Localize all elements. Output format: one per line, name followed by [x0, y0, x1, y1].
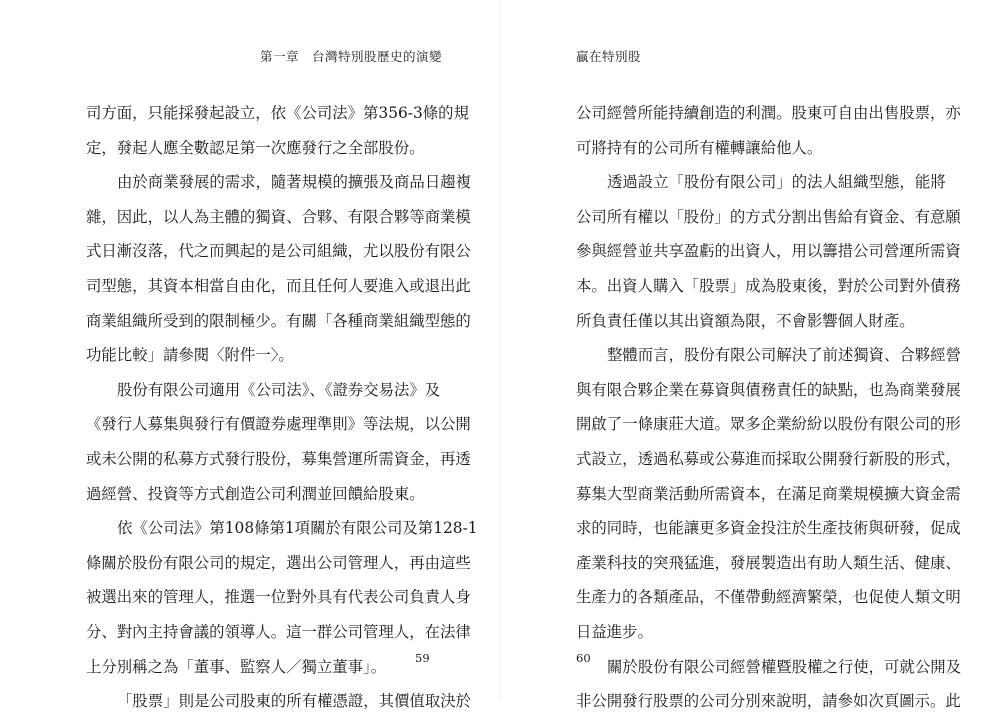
text-line: 本。出資人購入「股票」成為股東後，對於公司對外債務: [576, 276, 961, 295]
text-line: 商業組織所受到的限制極少。有關「各種商業組織型態的: [86, 311, 471, 330]
text-line: 生產力的各類產品，不僅帶動經濟繁榮，也促使人類文明: [576, 588, 961, 607]
text-line: 「股票」則是公司股東的所有權憑證，其價值取決於: [117, 692, 471, 711]
text-line: 開啟了一條康莊大道。眾多企業紛紛以股份有限公司的形: [576, 415, 961, 434]
text-line: 股份有限公司適用《公司法》、《證券交易法》及: [117, 380, 441, 399]
body-text: [86, 103, 478, 726]
text-line: 過經營、投資等方式創造公司利潤並回饋給股東。: [86, 484, 425, 503]
text-line: 整體而言，股份有限公司解決了前述獨資、合夥經營: [607, 346, 961, 365]
text-line: 分、對內主持會議的領導人。這一群公司管理人，在法律: [86, 622, 471, 641]
text-line: 式日漸沒落，代之而興起的是公司組織，尤以股份有限公: [86, 242, 471, 261]
text-line: 非公開發行股票的公司分別來說明，請參如次頁圖示。此: [576, 692, 961, 711]
text-line: 功能比較」請參閱〈附件一〉。: [86, 346, 294, 365]
text-line: 產業科技的突飛猛進，發展製造出有助人類生活、健康、: [576, 553, 961, 572]
left-page: [0, 0, 500, 711]
text-line: 定，發起人應全數認足第一次應發行之全部股份。: [86, 138, 425, 157]
text-line: 關於股份有限公司經營權暨股權之行使，可就公開及: [607, 657, 961, 676]
text-line: 司型態，其資本相當自由化，而且任何人要進入或退出此: [86, 276, 471, 295]
running-head-chapter: 第一章 台灣特別股歷史的演變: [259, 49, 442, 64]
text-line: 條關於股份有限公司的規定，選出公司管理人，再由這些: [86, 553, 471, 572]
text-line: 司方面，只能採發起設立，依《公司法》第356-3條的規: [86, 104, 469, 122]
text-line: 公司經營所能持續創造的利潤。股東可自由出售股票，亦: [576, 104, 961, 122]
text-line: 日益進步。: [576, 622, 653, 641]
text-line: 《發行人募集與發行有價證券處理準則》等法規，以公開: [86, 415, 471, 434]
text-line: 參與經營並共享盈虧的出資人，用以籌措公司營運所需資: [576, 242, 961, 261]
text-line: 所負責任僅以其出資額為限，不會影響個人財產。: [576, 311, 915, 330]
text-line: 與有限合夥企業在募資與債務責任的缺點，也為商業發展: [576, 380, 961, 399]
text-line: 式設立，透過私募或公募進而採取公開發行新股的形式，: [576, 449, 961, 468]
text-line: 被選出來的管理人，推選一位對外具有代表公司負責人身: [86, 588, 471, 607]
text-line: 可將持有的公司所有權轉讓給他人。: [576, 138, 823, 157]
text-line: 上分別稱之為「董事、監察人／獨立董事」。: [86, 657, 387, 676]
right-page: [500, 0, 1000, 711]
text-line: 由於商業發展的需求，隨著規模的擴張及商品日趨複: [117, 173, 471, 192]
text-line: 募集大型商業活動所需資本，在滿足商業規模擴大資金需: [576, 484, 961, 503]
text-line: 公司所有權以「股份」的方式分割出售給有資金、有意願: [576, 207, 961, 226]
page-number: 60: [576, 651, 591, 665]
running-head-book-title: 贏在特別股: [576, 49, 642, 64]
page-number: 59: [415, 651, 430, 665]
text-line: 透過設立「股份有限公司」的法人組織型態，能將: [607, 173, 946, 192]
text-line: 求的同時，也能讓更多資金投注於生產技術與研發，促成: [576, 519, 961, 538]
body-text: [576, 103, 961, 726]
text-line: 或未公開的私募方式發行股份，募集營運所需資金，再透: [86, 449, 471, 468]
text-line: 雜，因此，以人為主體的獨資、合夥、有限合夥等商業模: [86, 207, 471, 226]
text-line: 依《公司法》第108條第1項關於有限公司及第128-1: [117, 519, 478, 538]
